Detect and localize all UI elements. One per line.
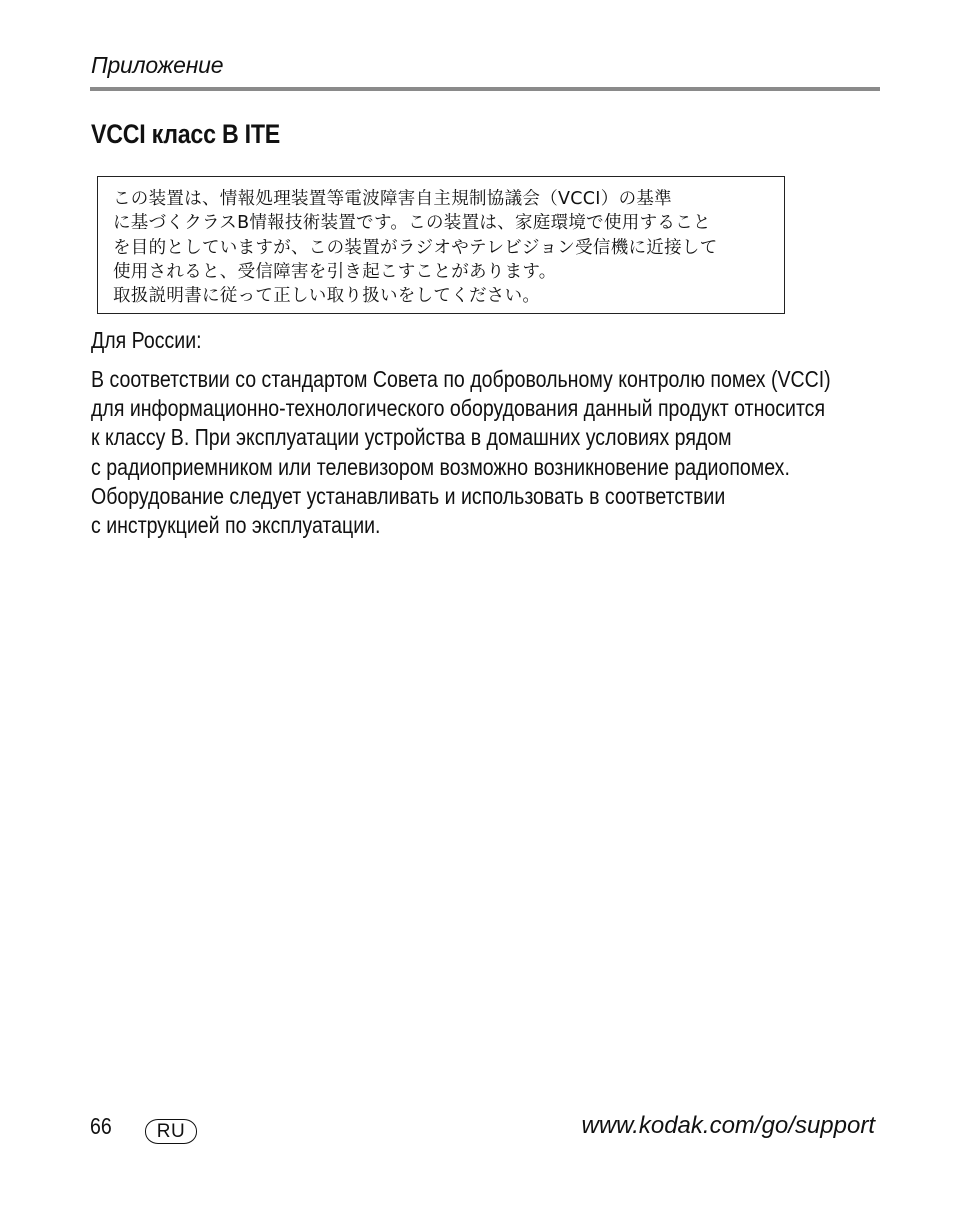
russia-paragraph-line: с радиоприемником или телевизором возможно возникновение радиопомех. (91, 453, 790, 480)
russia-paragraph-line: к классу B. При эксплуатации устройства в домашних условиях рядом (91, 424, 732, 451)
language-badge: RU (145, 1119, 197, 1144)
header-divider (90, 87, 880, 91)
japanese-notice-line: に基づくクラスB情報技術装置です。この装置は、家庭環境で使用すること (113, 213, 711, 234)
japanese-notice-line: 使用されると、受信障害を引き起こすことがあります。 (113, 261, 557, 282)
page-title: VCCI класс B ITE (91, 119, 280, 149)
japanese-notice-line: 取扱説明書に従って正しい取り扱いをしてください。 (113, 286, 541, 307)
russia-paragraph-line: для информационно-технологического оборудования данный продукт относится (91, 395, 826, 422)
japanese-notice-line: を目的としていますが、この装置がラジオやテレビジョン受信機に近接して (113, 237, 718, 258)
support-url: www.kodak.com/go/support (581, 1112, 875, 1139)
russia-paragraph-line: В соответствии со стандартом Совета по добровольному контролю помех (VCCI) (91, 366, 831, 392)
japanese-notice-box (97, 176, 785, 314)
russia-paragraph-line: Оборудование следует устанавливать и использовать в соответствии (91, 482, 726, 509)
japanese-notice-line: この装置は、情報処理装置等電波障害自主規制協議会（VCCI）の基準 (113, 189, 672, 209)
russia-paragraph-line: с инструкцией по эксплуатации. (91, 512, 381, 539)
russia-paragraph (91, 365, 954, 540)
page-number: 66 (90, 1113, 112, 1139)
russia-label: Для России: (91, 327, 202, 353)
section-header: Приложение (91, 52, 224, 78)
